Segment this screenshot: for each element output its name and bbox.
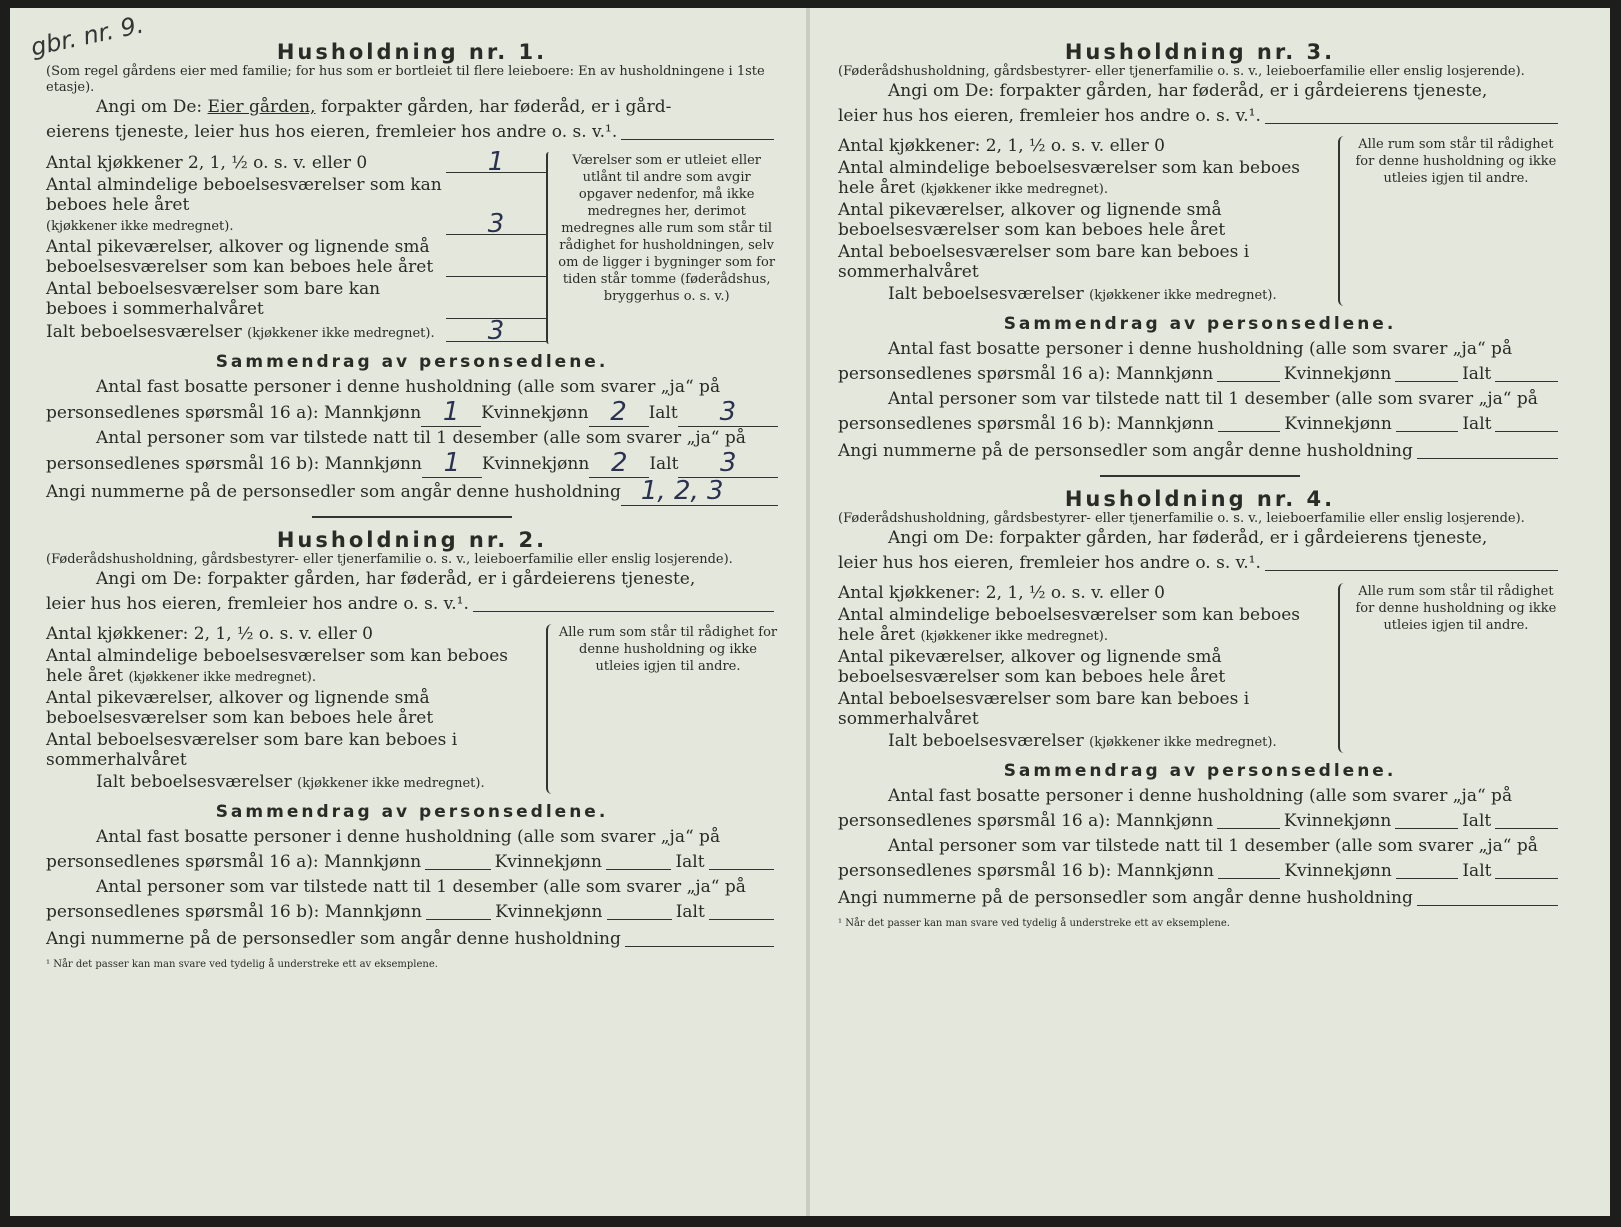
household-1-resident-line: personsedlenes spørsmål 16 a): Mannkjønn 1 Kvinnekjønn 2 Ialt 3: [46, 399, 778, 427]
household-4: Husholdning nr. 4. (Føderådshusholdning, gårdsbestyrer- eller tjenerfamilie o. s. v., leieboerfamilie eller enslig losjerende). Angi om De: forpakter gården, har føderåd, er i gårdeierens tjeneste, leier hus hos eieren, fremleier hos andre o. s. v.¹. Antal kjøkkener: 2, 1, ½ o. s. v. eller 0 Antal almindelige beboelsesværelser som kan beboes hele året (kjøkkener ikke medregnet). Antal pikeværelser, alkover og lignende små beboelsesværelser som kan beboes hele året Antal beboelsesværelser som bare kan beboes i sommerhalvåret Ialt beboelsesværelser (kjøkkener ikke medregnet). Alle rum som står til rådighet for denne husholdning og ikke utleies igjen til andre. Sammendrag av personsedlene. Antal fast bosatte personer i denne husholdning (alle som svarer „ja“ på personsedlenes spørsmål 16 a): Mannkjønn Kvinnekjønn Ialt Antal personer som var tilstede natt til 1 desember (alle som svarer „ja“ på personsedlenes spørsmål 16 b): Mannkjønn Kvinnekjønn Ialt Angi nummerne på de personsedler som angår denne husholdning ¹ Når det passer kan man svare ved tydelig å understreke ett av eksemplene.: [838, 487, 1562, 929]
female-resident[interactable]: 2: [589, 399, 649, 427]
household-1-angi-line: eierens tjeneste, leier hus hos eieren, fremleier hos andre o. s. v.¹.: [46, 119, 778, 146]
total-present[interactable]: 3: [678, 450, 778, 478]
answer-total-rooms[interactable]: 3: [446, 321, 546, 342]
household-1-questions: Antal kjøkkener 2, 1, ½ o. s. v. eller 0 1 Antal almindelige beboelsesværelser som kan beboes hele året (kjøkkener ikke medregnet). 3 Antal pikeværelser, alkover og lignende små beboelsesværelser som kan beboes hele året Antal beboelsesværelser som bare kan beboes i sommerhalvåret Ialt beboelsesværelser (kjøkkener ikke medregnet). 3: [46, 152, 546, 344]
underlined-answer: Eier gården,: [207, 97, 316, 117]
household-4-title: Husholdning nr. 4.: [1064, 487, 1336, 511]
household-3-title: Husholdning nr. 3.: [1064, 40, 1336, 64]
left-page: [46, 40, 778, 970]
page-fold: [806, 8, 810, 1216]
answer-kitchens[interactable]: 1: [446, 152, 546, 173]
margin-handwriting: gbr. nr. 9.: [28, 10, 147, 62]
male-resident[interactable]: 1: [421, 399, 481, 427]
household-1-angi: Angi om De: Eier gården, forpakter gården, har føderåd, er i gård-: [96, 97, 672, 117]
answer-small-rooms[interactable]: [446, 276, 546, 277]
separator-right: [1100, 475, 1300, 477]
female-present[interactable]: 2: [589, 450, 649, 478]
household-1-note: (Som regel gårdens eier med familie; for hus som er bortleiet til flere leieboere: En av husholdningene i 1ste etasje).: [46, 64, 765, 95]
footnote-right: ¹ Når det passer kan man svare ved tydelig å understreke ett av eksemplene.: [838, 918, 1230, 929]
male-present[interactable]: 1: [422, 450, 482, 478]
separator: [312, 516, 512, 518]
total-resident[interactable]: 3: [678, 399, 778, 427]
answer-rooms[interactable]: 3: [446, 214, 546, 235]
household-1-side-note: Værelser som er utleiet eller utlånt til andre som avgir opgaver nedenfor, må ikke medregnes her, derimot medregnes alle rum som står til rådighet for husholdningen, selv om de ligger i bygninger som for tiden står tomme (føderådshus, bryggerhus o. s. v.): [546, 152, 778, 344]
footnote-left: ¹ Når det passer kan man svare ved tydelig å understreke ett av eksemplene.: [46, 959, 438, 970]
household-3: Husholdning nr. 3. (Føderådshusholdning, gårdsbestyrer- eller tjenerfamilie o. s. v., leieboerfamilie eller enslig losjerende). Angi om De: forpakter gården, har føderåd, er i gårdeierens tjeneste, leier hus hos eieren, fremleier hos andre o. s. v.¹. Antal kjøkkener: 2, 1, ½ o. s. v. eller 0 Antal almindelige beboelsesværelser som kan beboes hele året (kjøkkener ikke medregnet). Antal pikeværelser, alkover og lignende små beboelsesværelser som kan beboes hele året Antal beboelsesværelser som bare kan beboes i sommerhalvåret Ialt beboelsesværelser (kjøkkener ikke medregnet). Alle rum som står til rådighet for denne husholdning og ikke utleies igjen til andre. Sammendrag av personsedlene. Antal fast bosatte personer i denne husholdning (alle som svarer „ja“ på personsedlenes spørsmål 16 a): Mannkjønn Kvinnekjønn Ialt Antal personer som var tilstede natt til 1 desember (alle som svarer „ja“ på personsedlenes spørsmål 16 b): Mannkjønn Kvinnekjønn Ialt Angi nummerne på de personsedler som angår denne husholdning: [838, 40, 1562, 465]
household-1-summary-title: Sammendrag av personsedlene.: [215, 352, 609, 372]
person-numbers[interactable]: 1, 2, 3: [621, 478, 778, 506]
household-1-title: Husholdning nr. 1.: [276, 40, 548, 64]
household-2: Husholdning nr. 2. (Føderådshusholdning, gårdsbestyrer- eller tjenerfamilie o. s. v., leieboerfamilie eller enslig losjerende). Angi om De: forpakter gården, har føderåd, er i gårdeierens tjeneste, leier hus hos eieren, fremleier hos andre o. s. v.¹. Antal kjøkkener: 2, 1, ½ o. s. v. eller 0 Antal almindelige beboelsesværelser som kan beboes hele året (kjøkkener ikke medregnet). Antal pikeværelser, alkover og lignende små beboelsesværelser som kan beboes hele året Antal beboelsesværelser som bare kan beboes i sommerhalvåret Ialt beboelsesværelser (kjøkkener ikke medregnet). Alle rum som står til rådighet for denne husholdning og ikke utleies igjen til andre. Sammendrag av personsedlene. Antal fast bosatte personer i denne husholdning (alle som svarer „ja“ på personsedlenes spørsmål 16 a): Mannkjønn Kvinnekjønn Ialt Antal personer som var tilstede natt til 1 desember (alle som svarer „ja“ på personsedlenes spørsmål 16 b): Mannkjønn Kvinnekjønn Ialt Angi nummerne på de personsedler som angår denne husholdning ¹ Når det passer kan man svare ved tydelig å understreke ett av eksemplene.: [46, 528, 778, 970]
household-1-numbers-line: Angi nummerne på de personsedler som angår denne husholdning 1, 2, 3: [46, 478, 778, 506]
household-2-title: Husholdning nr. 2.: [276, 528, 548, 552]
household-1: Husholdning nr. 1. (Som regel gårdens eier med familie; for hus som er bortleiet til flere leieboere: En av husholdningene i 1ste etasje). Angi om De: Eier gården, forpakter gården, har føderåd, er i gård- eierens tjeneste, leier hus hos eieren, fremleier hos andre o. s. v.¹. Antal kjøkkener 2, 1, ½ o. s. v. eller 0 1 Antal almindelige beboelsesværelser som kan beboes hele året (kjøkkener ikke medregnet). 3 Antal pikeværelser, alkover og lignende små beboelsesværelser som kan beboes hele året Antal beboelsesværelser som bare kan beboes i sommerhalvåret Ialt beboelsesværelser (kjøkkener ikke medregnet). 3 Værelser som er utleiet eller utlånt til andre som avgir opgaver nedenfor, må ikke medregnes her, derimot medregnes alle rum som står til rådighet for husholdningen, selv om de ligger i bygninger som for tiden står tomme (føderådshus, bryggerhus o. s. v.) Sammendrag av personsedlene. Antal fast bosatte personer i denne husholdning (alle som svarer „ja“ på personsedlenes spørsmål 16 a): Mannkjønn 1 Kvinnekjønn 2 Ialt 3 Antal personer som var tilstede natt til 1 desember (alle som svarer „ja“ på personsedlenes spørsmål 16 b): Mannkjønn 1 Kvinnekjønn 2 Ialt 3 Angi nummerne på de personsedler som angår denne husholdning 1, 2, 3: [46, 40, 778, 506]
right-page: [838, 40, 1562, 929]
household-1-present-line: personsedlenes spørsmål 16 b): Mannkjønn 1 Kvinnekjønn 2 Ialt 3: [46, 450, 778, 478]
